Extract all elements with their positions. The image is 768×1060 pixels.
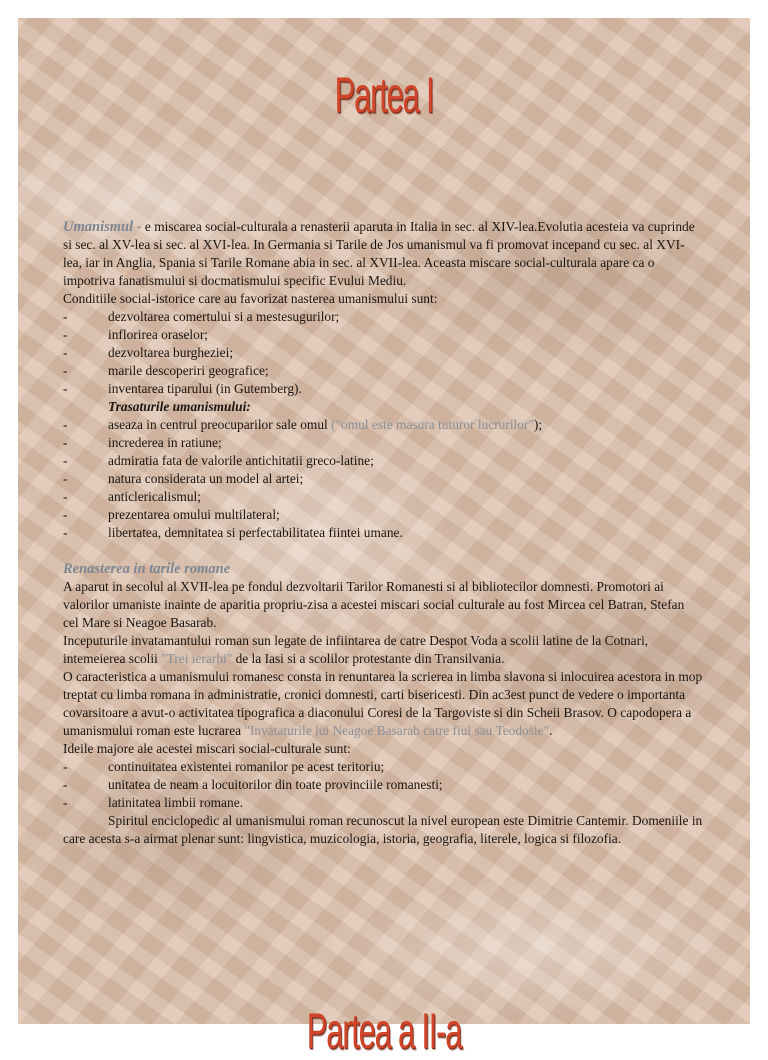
list-dash: -	[63, 417, 68, 432]
list-dash: -	[63, 795, 68, 810]
list-dash: -	[63, 453, 68, 468]
invatamant-paragraph	[63, 632, 703, 668]
document-page	[18, 18, 750, 1059]
list-text: libertatea, demnitatea si perfectabilitatea fiintei umane.	[108, 525, 403, 540]
list-dash: -	[63, 345, 68, 360]
list-dash: -	[63, 309, 68, 324]
list-dash: -	[63, 363, 68, 378]
list-text: inflorirea oraselor;	[108, 327, 209, 342]
list-dash: -	[63, 777, 68, 792]
list-text: admiratia fata de valorile antichitatii greco-latine;	[108, 453, 374, 468]
list-item	[63, 776, 703, 794]
list-text: prezentarea omului multilateral;	[108, 507, 280, 522]
invatamant-text: Inceputurile invatamantului roman sun legate de infiintarea de catre Despot Voda a scolii latine de la Cotnari, intemeierea scolii	[63, 633, 649, 666]
list-dash: -	[63, 327, 68, 342]
cantemir-paragraph: Spiritul enciclopedic al umanismului roman recunoscut la nivel european este Dimitrie Cantemir. Domeniile in care acesta s-a airmat plenar sunt: lingvistica, muzicologia, istoria, geografia, literele, logica si filozofia.	[63, 813, 703, 846]
list-dash: -	[63, 489, 68, 504]
quote-text: ("omul este masura tuturor lucrurilor"	[331, 417, 534, 432]
list-dash: -	[63, 435, 68, 450]
invatamant-end: de la Iasi si a scolilor protestante din Transilvania.	[232, 651, 505, 666]
list-dash: -	[63, 759, 68, 774]
list-text: continuitatea existentei romanilor pe acest teritoriu;	[108, 759, 385, 774]
list-item	[63, 794, 703, 812]
quote-text: "Invataturile lui Neagoe Basarab catre fiul sau Teodosie"	[244, 723, 550, 738]
caracteristica-text: O caracteristica a umanismului romanesc consta in renuntarea la scrierea in limba slavona si inlocuirea acestora in mop treptat cu limba romana in administratie, cronici domnesti, carti bisericesti. Din ac3est punct de vedere o importanta covarsitoare a avut-o activitatea tipografica a diaconului Coresi de la Targoviste si din Scheii Brasov. O capodopera a umanismului roman este lucrarea	[63, 669, 703, 738]
trasatura-text: aseaza in centrul preocuparilor sale omul	[108, 417, 332, 432]
list-text: dezvoltarea comertului si a mestesugurilor;	[108, 309, 340, 324]
list-text: anticlericalismul;	[108, 489, 201, 504]
list-text: increderea in ratiune;	[108, 435, 222, 450]
part-1-title: Partea I	[334, 67, 434, 123]
list-text: latinitatea limbii romane.	[108, 795, 243, 810]
list-item	[63, 506, 703, 524]
renasterea-paragraph: A aparut in secolul al XVII-lea pe fondul dezvoltarii Tarilor Romanesti si al bibliotecilor domnesti. Promotori ai valorilor umaniste inainte de aparitia propriu-zisa a acestei miscari social culturale au fost Mircea cel Batran, Stefan cel Mare si Neagoe Basarab.	[63, 579, 685, 630]
quote-text: "Trei ierarhi"	[161, 651, 233, 666]
list-item	[63, 416, 703, 434]
list-text: inventarea tiparului (in Gutemberg).	[108, 381, 302, 396]
list-item	[63, 488, 703, 506]
list-text: marile descoperiri geografice;	[108, 363, 269, 378]
list-dash: -	[63, 525, 68, 540]
list-dash: -	[63, 381, 68, 396]
list-text	[108, 416, 542, 434]
list-item	[63, 308, 703, 326]
spacer	[63, 542, 703, 560]
list-item	[63, 524, 703, 542]
list-item	[63, 380, 703, 398]
list-item	[63, 758, 703, 776]
umanismul-text: e miscarea social-culturala a renasterii aparuta in Italia in sec. al XIV-lea.Evolutia acesteia va cuprinde si sec. al XV-lea si sec. al XVI-lea. In Germania si Tarile de Jos umanismul va fi promovat incepand cu sec. al XVI-lea, iar in Anglia, Spania si Tarile Romane abia in sec. al XVII-lea. Aceasta miscare social-culturala apare ca o impotriva fanatismului si docmatismului specific Evului Mediu.	[63, 219, 695, 288]
trasatura-end: );	[533, 417, 543, 432]
renasterea-heading: Renasterea in tarile romane	[63, 561, 231, 577]
conditii-intro: Conditiile social-istorice care au favorizat nasterea umanismului sunt:	[63, 291, 438, 306]
list-text: natura considerata un model al artei;	[108, 471, 304, 486]
list-dash: -	[63, 507, 68, 522]
idei-intro: Ideile majore ale acestei miscari social-culturale sunt:	[63, 741, 351, 756]
list-item	[63, 470, 703, 488]
list-item	[63, 434, 703, 452]
list-text: unitatea de neam a locuitorilor din toate provinciile romanesti;	[108, 777, 443, 792]
caracteristica-end: .	[549, 723, 553, 738]
list-text: dezvoltarea burgheziei;	[108, 345, 234, 360]
umanismul-heading: Umanismul -	[63, 219, 142, 235]
part-2-title: Partea a II-a	[306, 1003, 462, 1059]
list-item	[63, 326, 703, 344]
list-item	[63, 344, 703, 362]
list-dash: -	[63, 471, 68, 486]
list-item	[63, 452, 703, 470]
umanismul-paragraph	[63, 218, 703, 290]
list-item	[63, 362, 703, 380]
caracteristica-paragraph	[63, 668, 703, 740]
trasaturi-heading: Trasaturile umanismului:	[108, 399, 251, 414]
document-body	[63, 218, 703, 848]
